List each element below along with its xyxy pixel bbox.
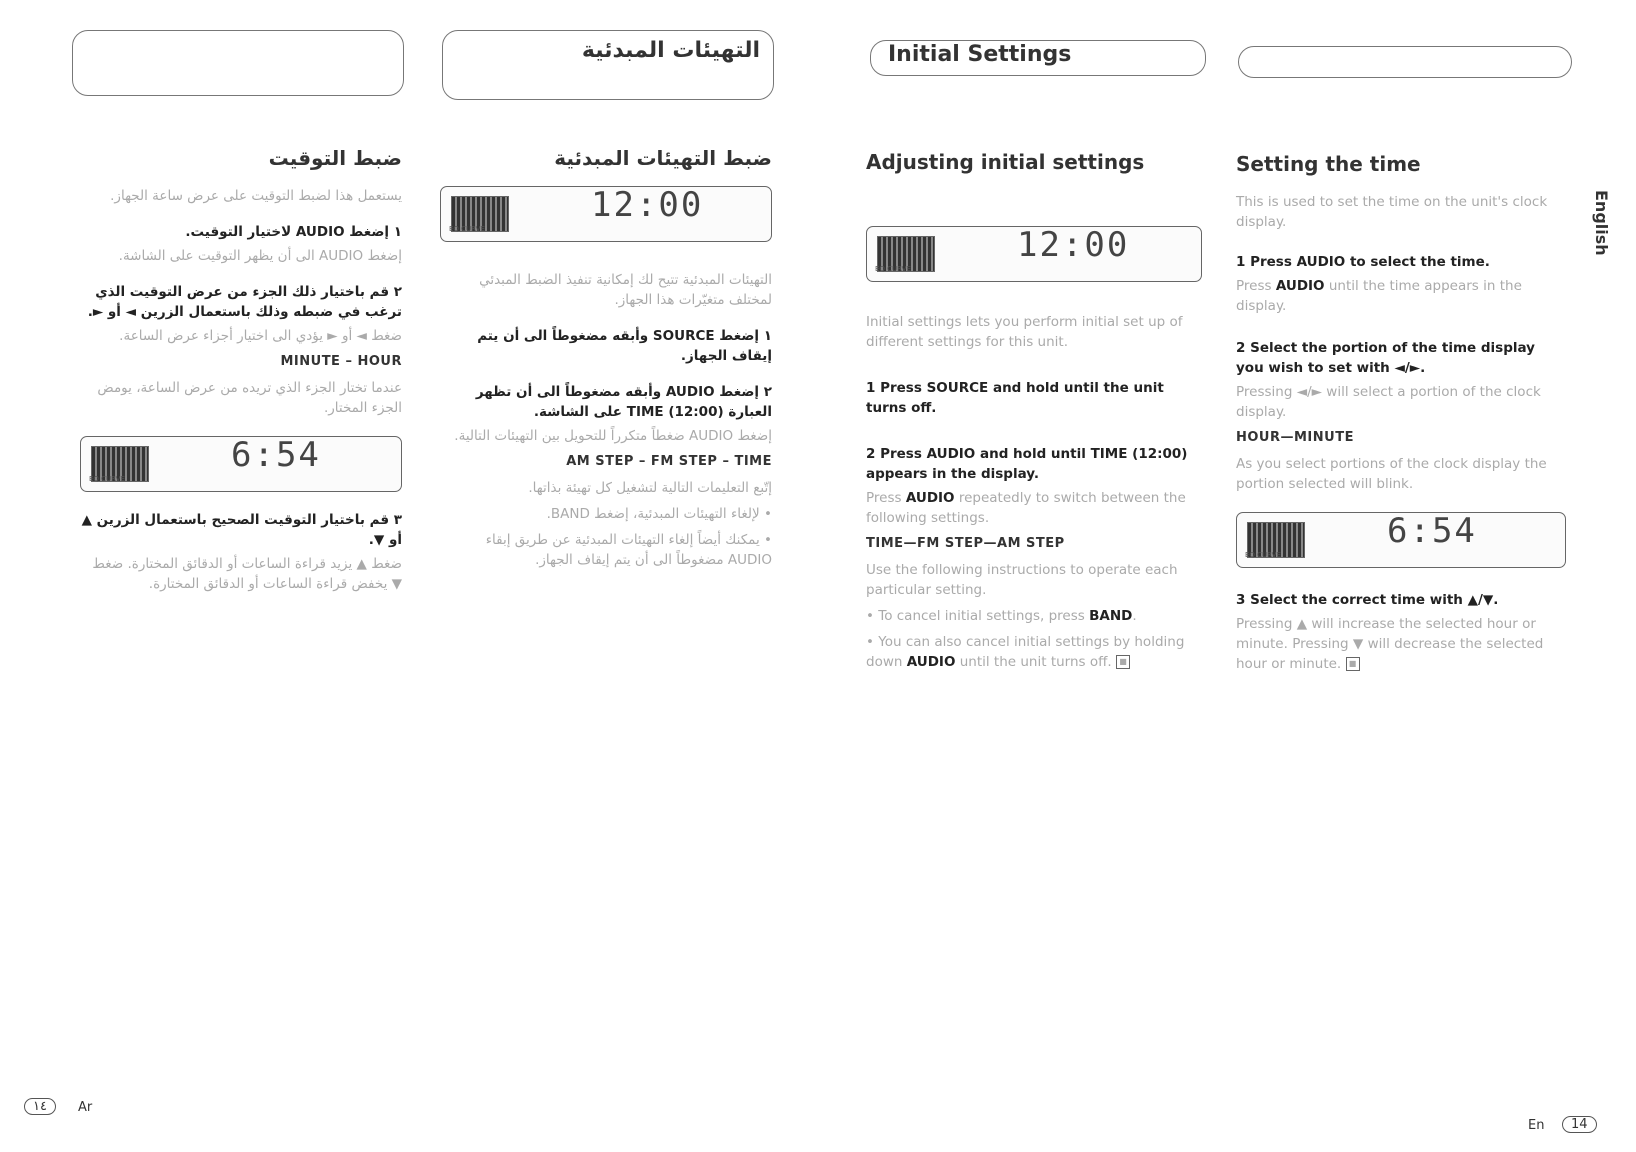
english-time-step2: 2 Select the portion of the time display you wish to set with ◄/►.: [1236, 340, 1535, 376]
english-time-step2-sequence: HOUR—MINUTE: [1236, 430, 1354, 445]
english-time-step3-body: [1236, 614, 1566, 674]
english-time-heading: Setting the time: [1236, 152, 1421, 176]
english-time-step1-body: [1236, 276, 1566, 316]
band-key-label: BAND: [1089, 608, 1133, 624]
arabic-time-intro: يستعمل هذا لضبط التوقيت على عرض ساعة الجهاز.: [110, 188, 402, 204]
lcd-digits: 12:00: [591, 185, 704, 225]
body-suffix: repeatedly to switch between the following settings.: [866, 490, 1186, 526]
page-number-right: 14: [1562, 1116, 1597, 1133]
english-initial-step2-sequence: TIME—FM STEP—AM STEP: [866, 536, 1065, 551]
language-label-right: En: [1528, 1118, 1545, 1133]
arabic-time-step3-body: ضغط ▲ يزيد قراءة الساعات أو الدقائق المختارة. ضغط ▼ يخفض قراءة الساعات أو الدقائق المختارة.: [92, 556, 402, 592]
english-initial-bullet1: • To cancel initial settings, press BAND.: [866, 608, 1137, 624]
arabic-time-step1: ١ إضغط AUDIO لاختيار التوقيت.: [185, 224, 402, 240]
bullet1-text: • To cancel initial settings, press: [866, 608, 1085, 624]
arabic-time-heading: ضبط التوقيت: [268, 146, 402, 170]
lcd-display-ar-initial: [440, 186, 772, 242]
lcd-eq-label: EQ CURVE: [449, 225, 485, 233]
arabic-time-step2-body: ضغط ◄ أو ► يؤدي الى اختيار أجزاء عرض الساعة.: [119, 328, 402, 344]
english-initial-step1: 1 Press SOURCE and hold until the unit turns off.: [866, 380, 1164, 416]
audio-key-label: AUDIO: [906, 654, 956, 670]
audio-key-label: AUDIO: [905, 490, 955, 506]
arabic-initial-step2-note: إتّبع التعليمات التالية لتشغيل كل تهيئة بذاتها.: [528, 480, 772, 496]
lcd-digits: 6:54: [231, 435, 321, 475]
page-number-left: ١٤: [24, 1098, 56, 1115]
arabic-section-title: التهيئات المبدئية: [581, 38, 760, 63]
arabic-initial-step2-body: إضغط AUDIO ضغطاً متكرراً للتحويل بين التهيئات التالية.: [454, 428, 772, 444]
english-time-step3: 3 Select the correct time with ▲/▼.: [1236, 592, 1499, 608]
english-section-title: Initial Settings: [888, 42, 1072, 67]
arabic-time-step2: ٢ قم باختيار ذلك الجزء من عرض التوقيت الذي ترغب في ضبطه وذلك باستعمال الزرين ◄ أو ►.: [87, 284, 402, 320]
arabic-initial-step2: ٢ إضغط AUDIO وأبقه مضغوطاً الى أن تظهر العبارة (12:00) TIME على الشاشة.: [475, 384, 772, 420]
language-side-tab: English: [1592, 190, 1611, 256]
lcd-display-en-time: [1236, 512, 1566, 568]
header-frame-ar-left: [72, 30, 404, 96]
english-initial-step2-body: [866, 488, 1202, 528]
body-prefix: Press: [1236, 278, 1272, 294]
arabic-time-step3: ٣ قم باختيار التوقيت الصحيح باستعمال الزرين ▲ أو ▼.: [81, 512, 402, 548]
body-suffix: until the time appears in the display.: [1236, 278, 1522, 314]
lcd-digits: 6:54: [1387, 511, 1477, 551]
arabic-time-column: [80, 148, 402, 600]
lcd-digits: 12:00: [1017, 225, 1130, 265]
arabic-initial-bullet1: • لإلغاء التهيئات المبدئية، إضغط BAND.: [546, 506, 772, 522]
english-initial-intro: Initial settings lets you perform initial set up of different settings for this unit.: [866, 314, 1183, 350]
arabic-initial-intro: التهيئات المبدئية تتيح لك إمكانية تنفيذ الضبط المبدئي لمختلف متغيّرات هذا الجهاز.: [479, 272, 772, 308]
bullet2-suffix: until the unit turns off.: [959, 654, 1112, 670]
english-initial-heading: Adjusting initial settings: [866, 150, 1145, 174]
english-initial-step2: 2 Press AUDIO and hold until TIME (12:00) appears in the display.: [866, 446, 1188, 482]
english-initial-step2-note: Use the following instructions to operate each particular setting.: [866, 562, 1178, 598]
arabic-initial-column: [440, 148, 772, 576]
language-label-left: Ar: [78, 1100, 93, 1115]
bullet2-text: • You can also cancel initial settings by holding down: [866, 634, 1185, 670]
english-time-step2-note: As you select portions of the clock display the portion selected will blink.: [1236, 456, 1547, 492]
end-mark-icon: ■: [1116, 655, 1130, 669]
end-mark-icon: ■: [1346, 657, 1360, 671]
english-time-step2-body: Pressing ◄/► will select a portion of the clock display.: [1236, 384, 1541, 420]
lcd-eq-label: EQ CURVE: [1245, 551, 1281, 559]
arabic-initial-bullet2: • يمكنك أيضاً إلغاء التهيئات المبدئية عن طريق إبقاء AUDIO مضغوطاً الى أن يتم إيقاف الجهاز.: [485, 532, 772, 568]
arabic-initial-heading: ضبط التهيئات المبدئية: [554, 146, 772, 170]
english-time-column: [1236, 154, 1566, 680]
arabic-time-step2-note: عندما تختار الجزء الذي تريده من عرض الساعة، يومض الجزء المختار.: [97, 380, 402, 416]
step3-body-text: Pressing ▲ will increase the selected hour or minute. Pressing ▼ will decrease the selected hour or minute.: [1236, 616, 1544, 672]
arabic-initial-step1: ١ إضغط SOURCE وأبقه مضغوطاً الى أن يتم إيقاف الجهاز.: [477, 328, 772, 364]
english-time-intro: This is used to set the time on the unit's clock display.: [1236, 194, 1548, 230]
arabic-time-step2-sequence: MINUTE – HOUR: [280, 354, 402, 369]
english-initial-bullet2: [866, 632, 1202, 672]
lcd-eq-label: EQ CURVE: [89, 475, 125, 483]
english-time-step1: 1 Press AUDIO to select the time.: [1236, 254, 1490, 270]
body-prefix: Press: [866, 490, 902, 506]
header-frame-en-right: [1238, 46, 1572, 78]
arabic-time-step1-body: إضغط AUDIO الى أن يظهر التوقيت على الشاشة.: [118, 248, 402, 264]
lcd-display-ar-time: [80, 436, 402, 492]
arabic-initial-step2-sequence: AM STEP – FM STEP – TIME: [566, 454, 772, 469]
lcd-eq-label: EQ CURVE: [875, 265, 911, 273]
english-initial-column: [866, 152, 1202, 678]
audio-key-label: AUDIO: [1275, 278, 1325, 294]
lcd-display-en-initial: [866, 226, 1202, 282]
